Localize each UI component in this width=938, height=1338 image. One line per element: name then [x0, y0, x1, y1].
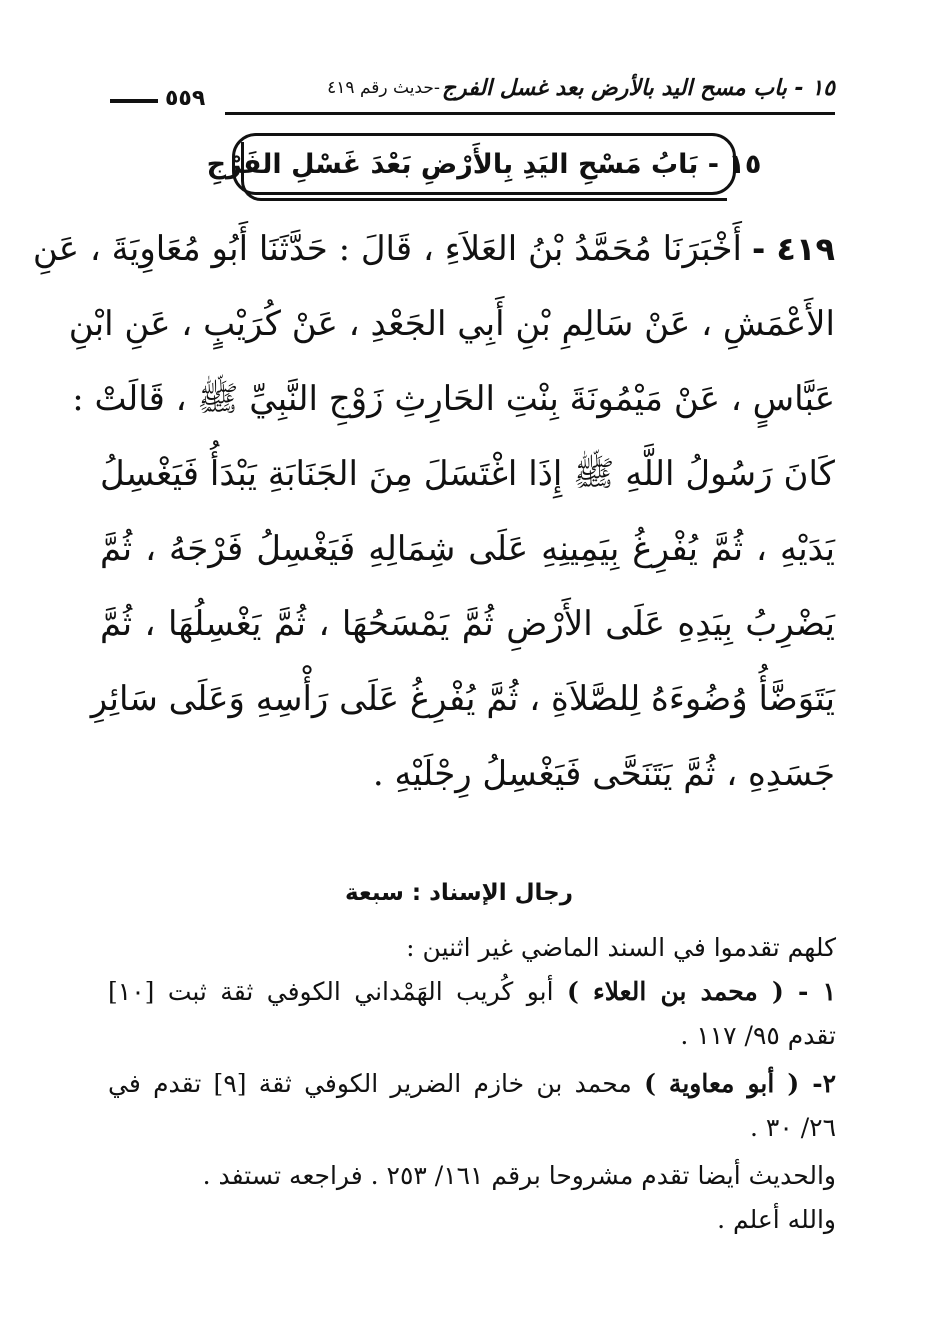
narrators-intro: كلهم تقدموا في السند الماضي غير اثنين : [406, 933, 836, 962]
hadith-text [32, 212, 835, 812]
chapter-title: ١٥ - بَابُ مَسْحِ اليَدِ بِالأَرْضِ بَعْدَ غَسْلِ الفَرْجِ [206, 148, 762, 180]
hadith-line: يَتَوَضَّأُ وُضُوءَهُ لِلصَّلاَةِ ، ثُمَّ يُفْرِغُ عَلَى رَأْسِهِ وَعَلَى سَائِرِ [90, 679, 835, 719]
hadith-line: جَسَدِهِ ، ثُمَّ يَتَنَحَّى فَيَغْسِلُ رِجْلَيْهِ . [372, 754, 835, 794]
narrator-item-2 [108, 1062, 836, 1106]
hadith-line: كَانَ رَسُولُ اللَّهِ ﷺ إِذَا اغْتَسَلَ مِنَ الجَنَابَةِ يَبْدَأُ فَيَغْسِلُ [100, 454, 835, 494]
chapter-title-box [206, 133, 762, 195]
narrator-name-1: ١ - ( محمد بن العلاء ) [566, 977, 836, 1006]
narrator-name-2: ٢- ( أبو معاوية ) [644, 1069, 837, 1098]
hadith-line: يَضْرِبُ بِيَدِهِ عَلَى الأَرْضِ ثُمَّ يَمْسَحُهَا ، ثُمَّ يَغْسِلُهَا ، ثُمَّ [100, 604, 835, 644]
narrators-notes [108, 926, 836, 1242]
hadith-line [32, 212, 835, 287]
running-header-title: ١٥ - باب مسح اليد بالأرض بعد غسل الفرج [441, 76, 835, 101]
hadith-line: يَدَيْهِ ، ثُمَّ يُفْرِغُ بِيَمِينِهِ عَلَى شِمَالِهِ فَيَغْسِلُ فَرْجَهُ ، ثُمَّ [100, 529, 835, 569]
running-header-hadith-ref: -حديث رقم ٤١٩ [327, 78, 440, 98]
narrator-desc-1: أبو كُريب الهَمْداني الكوفي ثقة ثبت [١٠] [108, 977, 567, 1006]
narrator-item-1-continued: تقدم ٩٥/ ١١٧ . [680, 1021, 836, 1050]
narrator-item-1 [108, 970, 836, 1014]
hadith-line-text: أَخْبَرَنَا مُحَمَّدُ بْنُ العَلاَءِ ، قَالَ : حَدَّثَنَا أَبُو مُعَاوِيَةَ ، عَنِ [32, 229, 742, 269]
running-header [110, 72, 835, 112]
hadith-line: الأَعْمَشِ ، عَنْ سَالِمِ بْنِ أَبِي الجَعْدِ ، عَنْ كُرَيْبٍ ، عَنِ ابْنِ [68, 304, 835, 344]
narrators-heading: رجال الإسناد : سبعة [344, 880, 573, 906]
hadith-number: ٤١٩ - [751, 230, 835, 268]
closing-note: والحديث أيضا تقدم مشروحا برقم ١٦١/ ٢٥٣ . فراجعه تستفد . [202, 1161, 836, 1190]
page-number: ٥٥٩ [165, 86, 206, 111]
narrator-desc-2: محمد بن خازم الضرير الكوفي ثقة [٩] تقدم في [108, 1069, 645, 1098]
narrator-item-2-continued: ٢٦/ ٣٠ . [750, 1113, 836, 1142]
header-rule [225, 112, 835, 115]
hadith-line: عَبَّاسٍ ، عَنْ مَيْمُونَةَ بِنْتِ الحَارِثِ زَوْجِ النَّبِيِّ ﷺ ، قَالَتْ : [72, 379, 835, 419]
page-number-dash [110, 99, 158, 103]
closing-wallahu-alam: والله أعلم . [717, 1205, 836, 1234]
